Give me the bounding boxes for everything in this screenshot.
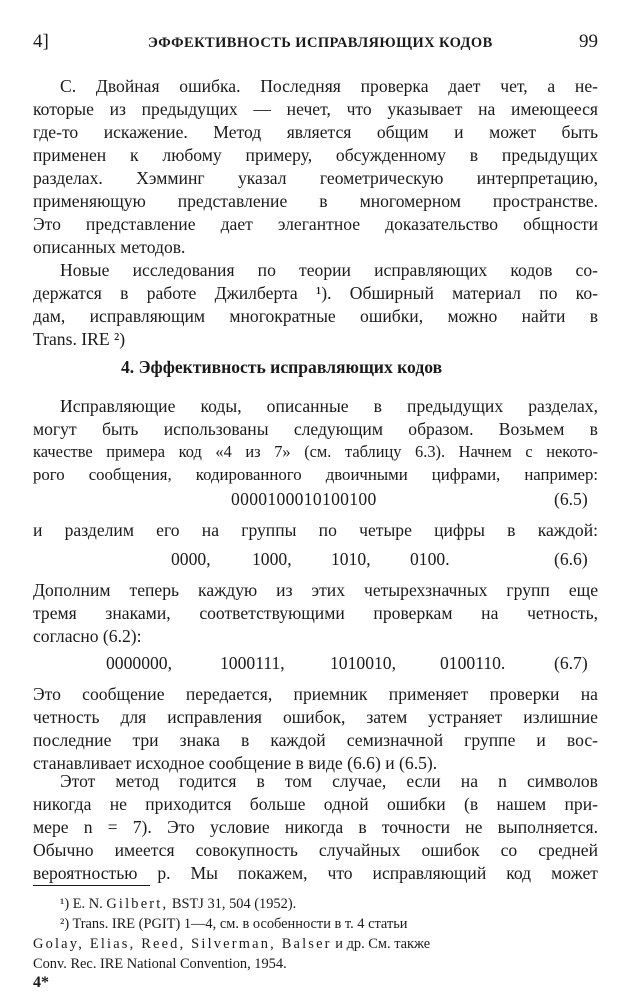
chapter-mark: 4]	[33, 31, 49, 52]
equation-group: 0100.	[410, 549, 450, 569]
text-line: Обычно имеется совокупность случайных ошибок со средней	[33, 840, 598, 860]
text-line: мере n = 7). Это условие никогда в точности не выполняется.	[33, 817, 598, 837]
text-line: станавливает исходное сообщение в виде (6.6) и (6.5).	[33, 753, 438, 773]
footnote-initials: E. N.	[72, 896, 103, 912]
text-line: Это представление дает элегантное доказательство общности	[33, 214, 598, 234]
text-line: Исправляющие коды, описанные в предыдущих разделах,	[60, 396, 598, 416]
text-line: где-то искажение. Метод является общим и может быть	[33, 122, 598, 142]
text-line: согласно (6.2):	[33, 626, 142, 646]
text-line: тремя знаками, соответствующими проверкам на четность,	[33, 603, 598, 623]
equation-group: 1010010,	[330, 653, 396, 673]
text-line: Этот метод годится в том случае, если на n символов	[60, 771, 598, 791]
footnote-2-line-3: Conv. Rec. IRE National Convention, 1954.	[33, 956, 287, 972]
section-heading: 4. Эффективность исправляющих кодов	[121, 357, 443, 377]
text-line: Новые исследования по теории исправляющих кодов со-	[60, 260, 598, 280]
text-line: С. Двойная ошибка. Последняя проверка дает чет, а не-	[60, 76, 598, 96]
footnote-2	[60, 916, 408, 933]
text-line: рого сообщения, кодированного двоичными цифрами, например:	[33, 465, 598, 484]
footnote-2-line-2	[33, 936, 430, 953]
equation-group: 1000,	[252, 549, 292, 569]
text-line: могут быть использованы следующим образом. Возьмем в	[33, 419, 598, 439]
footnote-authors: Golay, Elias, Reed, Silverman, Balser	[33, 936, 332, 952]
text-line: качестве примера код «4 из 7» (см. таблицу 6.3). Начнем с некото-	[33, 442, 598, 461]
footnote-1	[60, 896, 296, 913]
text-line: Это сообщение передается, приемник применяет проверки на	[33, 684, 598, 704]
equation-group: 0000000,	[106, 653, 172, 673]
text-line: применен к любому примеру, обсужденному в предыдущих	[33, 145, 598, 165]
footnote-mark: ¹)	[60, 896, 70, 912]
text-line: дам, исправляющим многократные ошибки, можно найти в	[33, 306, 598, 326]
page-number: 99	[579, 31, 598, 52]
running-title: ЭФФЕКТИВНОСТЬ ИСПРАВЛЯЮЩИХ КОДОВ	[148, 35, 493, 51]
text-line: и разделим его на группы по четыре цифры в каждой:	[33, 520, 598, 540]
footnote-text: и др. См. также	[335, 936, 431, 952]
equation-group: 1010,	[331, 549, 371, 569]
footnote-rule	[33, 885, 150, 886]
text-line: четность для исправления ошибок, затем устраняет излишние	[33, 707, 598, 727]
text-line: Дополним теперь каждую из этих четырехзначных групп еще	[33, 580, 598, 600]
equation-group: 0100110.	[440, 653, 506, 673]
text-line: вероятностью p. Мы покажем, что исправляющий код может	[33, 863, 598, 883]
signature-mark: 4*	[33, 974, 49, 991]
equation-label: (6.6)	[554, 549, 588, 569]
footnote-text: Trans. IRE (PGIT) 1—4, см. в особенности в т. 4 статьи	[72, 916, 408, 932]
footnote-source: BSTJ 31, 504 (1952).	[171, 896, 297, 912]
text-line: Trans. IRE ²)	[33, 329, 126, 349]
equation-body: 0000100010100100	[231, 489, 377, 509]
equation-group: 1000111,	[220, 653, 285, 673]
text-line: разделах. Хэмминг указал геометрическую интерпретацию,	[33, 168, 598, 188]
equation-label: (6.5)	[554, 489, 588, 509]
text-line: описанных методов.	[33, 237, 186, 257]
equation-label: (6.7)	[554, 653, 588, 673]
equation-group: 0000,	[171, 549, 211, 569]
text-line: держатся в работе Джилберта ¹). Обширный материал по ко-	[33, 283, 598, 303]
running-header	[33, 31, 598, 57]
text-line: которые из предыдущих — нечет, что указывает на имеющееся	[33, 99, 598, 119]
text-line: никогда не приходится больше одной ошибки (в нашем при-	[33, 794, 598, 814]
text-line: последние три знака в каждой семизначной группе и вос-	[33, 730, 598, 750]
text-line: применяющую представление в многомерном пространстве.	[33, 191, 598, 211]
footnote-author: Gilbert,	[106, 896, 169, 912]
footnote-mark: ²)	[60, 916, 70, 932]
